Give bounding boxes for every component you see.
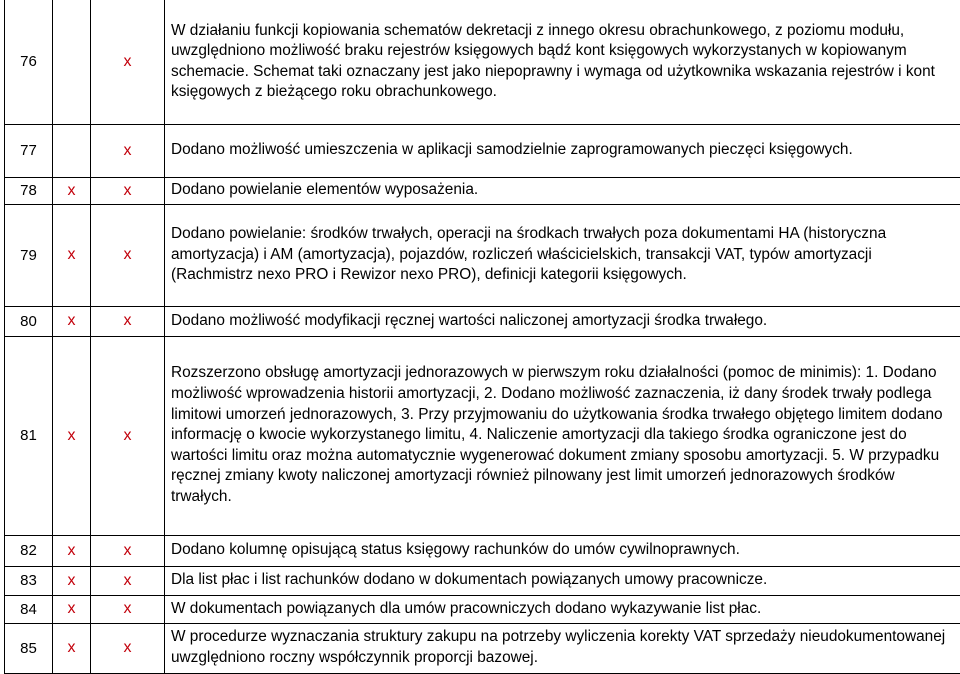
row-description-text: Dodano możliwość umieszczenia w aplikacji samodzielnie zaprogramowanych pieczęci księgowych.: [171, 141, 853, 159]
row-number: 82: [5, 535, 53, 566]
row-number: 76: [5, 0, 53, 124]
row-number: 79: [5, 204, 53, 306]
row-description: [165, 0, 960, 124]
row-number: 77: [5, 124, 53, 177]
mark-column-1: x: [53, 336, 91, 535]
mark-column-2: x: [91, 124, 165, 177]
table-row: [5, 595, 960, 623]
row-description-text: Rozszerzono obsługę amortyzacji jednorazowych w pierwszym roku działalności (pomoc de minimis): 1. Dodano możliwość wprowadzenia historii amortyzacji, 2. Dodano możliwość zaznaczenia, iż dany środek trwały podlega limitowi umorzeń jednorazowych, 3. Przy przyjmowaniu do użytkowania środka trwałego objętego limitem dodano informację o kwocie wykorzystanego limitu, 4. Naliczenie amortyzacji dla takiego środka ograniczone jest do wartości limitu oraz można automatycznie wygenerować dokument zmiany sposobu amortyzacji. 5. W przypadku ręcznej zmiany kwoty naliczonej amortyzacji również pilnowany jest limit umorzeń jednorazowych środków trwałych.: [171, 364, 943, 505]
row-description: [165, 306, 960, 336]
row-number: 83: [5, 566, 53, 595]
row-description-text: Dodano możliwość modyfikacji ręcznej wartości naliczonej amortyzacji środka trwałego.: [171, 311, 768, 329]
table-row: [5, 124, 960, 177]
changelog-table: [4, 0, 960, 674]
row-number: 80: [5, 306, 53, 336]
table-row: [5, 566, 960, 595]
table-row: [5, 177, 960, 204]
mark-column-2: x: [91, 177, 165, 204]
table-row: [5, 0, 960, 124]
row-description: [165, 204, 960, 306]
mark-column-1: [53, 124, 91, 177]
row-description: [165, 535, 960, 566]
row-description: [165, 124, 960, 177]
mark-column-1: x: [53, 595, 91, 623]
mark-column-1: x: [53, 535, 91, 566]
row-description: [165, 177, 960, 204]
row-number: 81: [5, 336, 53, 535]
table-row: [5, 204, 960, 306]
row-description: [165, 566, 960, 595]
mark-column-1: x: [53, 623, 91, 673]
row-description-text: W procedurze wyznaczania struktury zakupu na potrzeby wyliczenia korekty VAT sprzedaży nieudokumentowanej uwzględniono roczny współczynnik proporcji bazowej.: [171, 628, 946, 666]
row-number: 78: [5, 177, 53, 204]
mark-column-1: x: [53, 566, 91, 595]
row-number: 84: [5, 595, 53, 623]
row-description-text: Dla list płac i list rachunków dodano w dokumentach powiązanych umowy pracownicze.: [171, 571, 768, 589]
row-description-text: Dodano kolumnę opisującą status księgowy rachunków do umów cywilnoprawnych.: [171, 541, 740, 559]
mark-column-2: x: [91, 595, 165, 623]
mark-column-2: x: [91, 535, 165, 566]
row-description: [165, 595, 960, 623]
mark-column-2: x: [91, 623, 165, 673]
table-row: [5, 306, 960, 336]
row-number: 85: [5, 623, 53, 673]
mark-column-2: x: [91, 0, 165, 124]
mark-column-1: x: [53, 306, 91, 336]
mark-column-2: x: [91, 204, 165, 306]
row-description: [165, 623, 960, 673]
table-row: [5, 336, 960, 535]
row-description-text: W dokumentach powiązanych dla umów pracowniczych dodano wykazywanie list płac.: [171, 599, 762, 617]
table-row: [5, 623, 960, 673]
mark-column-1: [53, 0, 91, 124]
row-description-text: Dodano powielanie elementów wyposażenia.: [171, 181, 479, 199]
mark-column-1: x: [53, 177, 91, 204]
row-description-text: W działaniu funkcji kopiowania schematów dekretacji z innego okresu obrachunkowego, z poziomu modułu, uwzględniono możliwość braku rejestrów księgowych bądź kont księgowych wykorzystanych w kopiowanym schemacie. Schemat taki oznaczany jest jako niepoprawny i wymaga od użytkownika wskazania rejestrów i kont księgowych z bieżącego roku obrachunkowego.: [171, 21, 935, 101]
row-description: [165, 336, 960, 535]
mark-column-1: x: [53, 204, 91, 306]
row-description-text: Dodano powielanie: środków trwałych, operacji na środkach trwałych poza dokumentami HA (historyczna amortyzacja) i AM (amortyzacja), pojazdów, rozliczeń właścicielskich, transakcji VAT, typów amortyzacji (Rachmistrz nexo PRO i Rewizor nexo PRO), definicji kategorii księgowych.: [171, 225, 887, 284]
mark-column-2: x: [91, 306, 165, 336]
mark-column-2: x: [91, 336, 165, 535]
table-row: [5, 535, 960, 566]
mark-column-2: x: [91, 566, 165, 595]
